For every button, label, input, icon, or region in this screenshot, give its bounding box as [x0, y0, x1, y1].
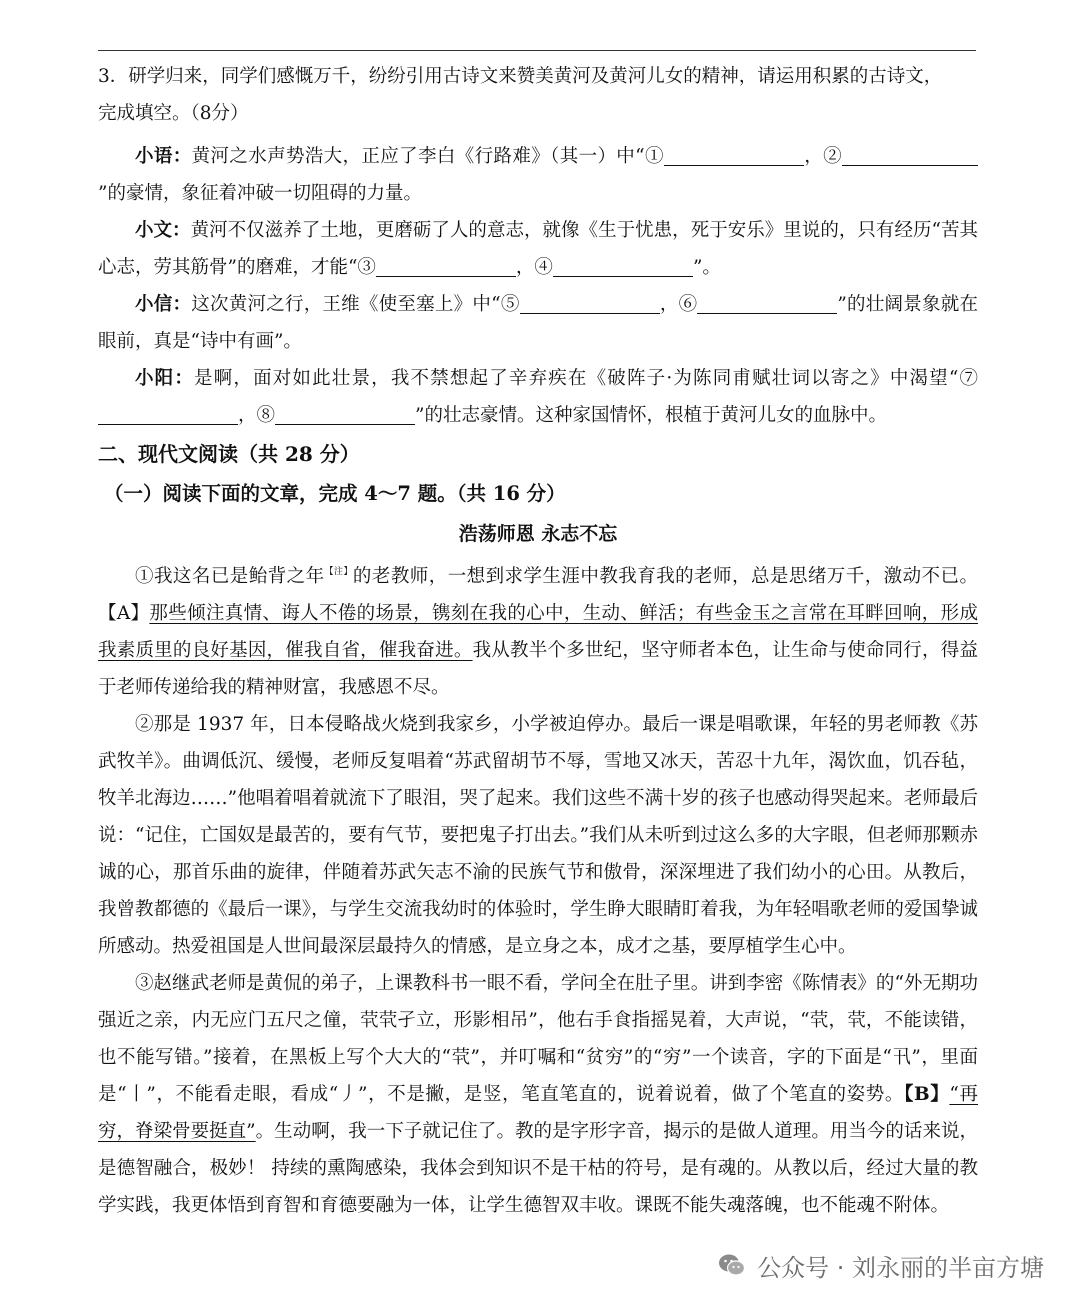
blank-7[interactable] [98, 400, 238, 425]
blank-3[interactable] [376, 252, 516, 277]
watermark-text: 公众号 · 刘永丽的半亩方塘 [757, 1253, 1044, 1282]
document-body [98, 58, 978, 1224]
article-paragraph-1: ①我这名已是鲐背之年$^{【注】}$的老教师，一想到求学生涯中教我育我的老师，总是思绪万千，激动不已。【A】那些倾注真情、诲人不倦的场景，镌刻在我的心中，生动、鲜活；有些金玉之言常在耳畔回响，形成我素质里的良好基因，催我自省，催我奋进。我从教半个多世纪，坚守师者本色，让生命与使命同行，得益于老师传递给我的精神财富，我感恩不尽。 [98, 566, 978, 698]
speaker-xiaoyang: 小阳： [135, 368, 195, 389]
wechat-icon [717, 1250, 747, 1280]
marker-a: 【A】 [98, 603, 150, 624]
speaker-xiaowen: 小文： [135, 220, 191, 241]
footnote-marker[interactable]: 【注】 [324, 567, 353, 577]
header-rule [98, 50, 976, 51]
question-3-stem: 3．研学归来，同学们感慨万千，纷纷引用古诗文来赞美黄河及黄河儿女的精神，请运用积累的古诗文， 完成填空。（8分） [98, 66, 943, 124]
blank-5[interactable] [520, 289, 660, 314]
dialogue-xiaoxin: 小信：这次黄河之行，王维《使至塞上》中“⑤ ，⑥ ”的壮阔景象就在眼前，真是“诗中有画”。 [98, 286, 978, 360]
watermark [717, 1247, 1044, 1283]
underlined-sentence-b: “再穷，脊梁骨要挺直” [98, 1084, 978, 1142]
dialogue-xiaowen: 小文：黄河不仅滋养了土地，更磨砺了人的意志，就像《生于忧患，死于安乐》里说的，只有经历“苦其心志，劳其筋骨”的磨难，才能“③ ，④ ”。 [98, 220, 978, 278]
blank-4[interactable] [553, 252, 693, 277]
article-paragraph-3: ③赵继武老师是黄侃的弟子，上课教科书一眼不看，学问全在肚子里。讲到李密《陈情表》的“外无期功强近之亲，内无应门五尺之僮，茕茕孑立，形影相吊”，他右手食指摇晃着，大声说，“茕，茕，不能读错，也不能写错。”接着，在黑板上写个大大的“茕”，并叮嘱和“贫穷”的“穷”一个读音，字的下面是“卂”，里面是“丨”，不能看走眼，看成“丿”，不是撇，是竖，笔直笔直的，说着说着，做了个笔直的姿势。【B】“再穷，脊梁骨要挺直”。生动啊，我一下子就记住了。教的是字形字音，揭示的是做人道理。用当今的话来说，是德智融合，极妙！ 持续的熏陶感染，我体会到知识不是干枯的符号，是有魂的。从教以后，经过大量的教学实践，我更体悟到育智和育德要融为一体，让学生德智双丰收。课既不能失魂落魄，也不能魂不附体。 [98, 973, 978, 1216]
question-3 [98, 58, 978, 434]
underlined-sentence-a: 那些倾注真情、诲人不倦的场景，镌刻在我的心中，生动、鲜活；有些金玉之言常在耳畔回响，形成我素质里的良好基因，催我自省，催我奋进。 [98, 603, 978, 661]
article-paragraph-2: ②那是 1937 年，日本侵略战火烧到我家乡，小学被迫停办。最后一课是唱歌课，年轻的男老师教《苏武牧羊》。曲调低沉、缓慢，老师反复唱着“苏武留胡节不辱，雪地又冰天，苦忍十九年，渴饮血，饥吞毡，牧羊北海边……”他唱着唱着就流下了眼泪，哭了起来。我们这些不满十岁的孩子也感动得哭起来。老师最后说：“记住，亡国奴是最苦的，要有气节，要把鬼子打出去。”我们从未听到过这么多的大字眼，但老师那颗赤诚的心，那首乐曲的旋律，伴随着苏武矢志不渝的民族气节和傲骨，深深埋进了我们幼小的心田。从教后，我曾教都德的《最后一课》，与学生交流我幼时的体验时，学生睁大眼睛盯着我，为年轻唱歌老师的爱国挚诚所感动。热爱祖国是人世间最深层最持久的情感，是立身之本，成才之基，要厚植学生心中。 [98, 714, 978, 957]
section-2-heading: 二、现代文阅读（共 28 分） [98, 442, 360, 466]
article-title: 浩荡师恩 永志不忘 [458, 523, 618, 545]
dialogue-xiaoyu: 小语：黄河之水声势浩大，正应了李白《行路难》（其一）中“① ，②”的豪情，象征着冲破一切阻碍的力量。 [98, 138, 978, 212]
blank-8[interactable] [275, 400, 415, 425]
speaker-xiaoyu: 小语： [135, 146, 192, 167]
speaker-xiaoxin: 小信： [135, 294, 192, 315]
dialogue-xiaoyang: 小阳：是啊，面对如此壮景，我不禁想起了辛弃疾在《破阵子·为陈同甫赋壮词以寄之》中渴望“⑦，⑧ ”的壮志豪情。这种家国情怀，根植于黄河儿女的血脉中。 [98, 360, 978, 434]
blank-2[interactable] [842, 141, 952, 166]
marker-b: 【B】 [904, 1084, 950, 1105]
blank-1[interactable] [664, 141, 804, 166]
section-2-subheading: （一）阅读下面的文章，完成 4～7 题。（共 16 分） [104, 482, 566, 505]
blank-6[interactable] [697, 289, 837, 314]
blank-2-continued[interactable] [952, 141, 978, 166]
